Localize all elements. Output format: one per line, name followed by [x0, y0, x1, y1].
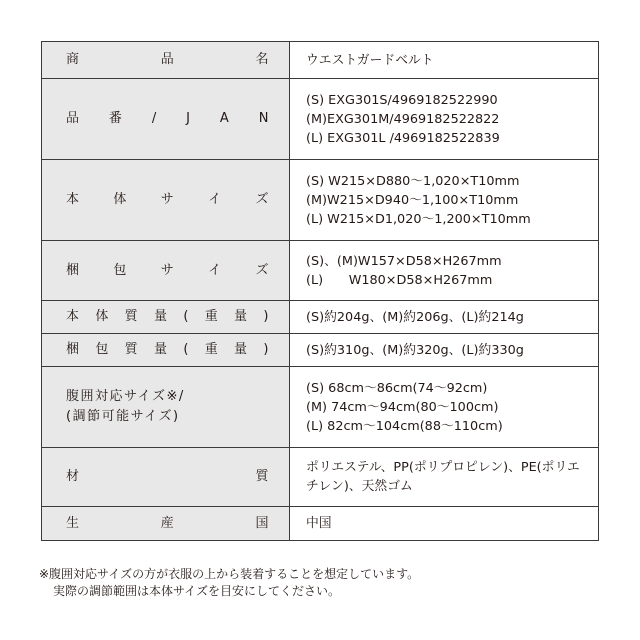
spec-value-line: 中国	[306, 516, 332, 531]
spec-label-char: 品	[160, 52, 175, 67]
spec-label-product-name	[42, 42, 290, 79]
spec-value-line: (S) 68cm～86cm(74～92cm)	[306, 380, 488, 396]
spec-row-body-size	[42, 160, 599, 241]
spec-row-package-weight	[42, 334, 599, 367]
spec-label-char: 包	[113, 262, 127, 278]
spec-value-line: (L) EXG301L /4969182522839	[306, 130, 500, 146]
spec-value-waist-size	[290, 367, 599, 448]
spec-label-char: (	[183, 309, 189, 324]
spec-table	[41, 41, 599, 541]
spec-label-char: サ	[160, 262, 175, 278]
spec-label-line: 腹囲対応サイズ※/	[66, 389, 185, 404]
spec-value-line: (S)約204g、(M)約206g、(L)約214g	[306, 309, 524, 325]
spec-value-line: (M) 74cm～94cm(80～100cm)	[306, 399, 499, 415]
spec-value-line: (L) W215×D1,020～1,200×T10mm	[306, 211, 531, 227]
spec-label-char: 重	[204, 309, 219, 324]
spec-label-char: )	[263, 309, 269, 324]
spec-value-line: (M)W215×D940～1,100×T10mm	[306, 192, 519, 208]
spec-value-line: (M)EXG301M/4969182522822	[306, 111, 500, 127]
spec-label-char: 体	[113, 192, 127, 207]
spec-label-char: 質	[255, 469, 269, 484]
spec-row-waist-size	[42, 367, 599, 448]
spec-label-char: 品	[66, 111, 80, 126]
spec-row-material	[42, 448, 599, 507]
spec-value-package-weight	[290, 334, 599, 367]
spec-label-package-size	[42, 241, 290, 301]
footnote	[39, 566, 609, 600]
spec-label-char: J	[186, 111, 191, 126]
spec-label-char: 量	[153, 342, 168, 357]
spec-label-country	[42, 507, 290, 541]
footnote-line: 実際の調節範囲は本体サイズを目安にしてください。	[53, 584, 341, 598]
spec-value-line: (S)約310g、(M)約320g、(L)約330g	[306, 342, 524, 358]
spec-row-country	[42, 507, 599, 541]
spec-label-body-weight	[42, 301, 290, 334]
spec-label-char: 商	[66, 52, 80, 67]
spec-value-body-weight	[290, 301, 599, 334]
spec-row-product-name	[42, 42, 599, 79]
spec-label-char: イ	[208, 192, 222, 207]
spec-label-char: )	[263, 342, 269, 357]
spec-label-line: (調節可能サイズ)	[66, 409, 180, 424]
spec-value-country	[290, 507, 599, 541]
spec-label-char: 材	[66, 469, 80, 484]
spec-label-body-size	[42, 160, 290, 241]
spec-label-char: 質	[124, 342, 139, 357]
spec-label-char: N	[258, 111, 269, 126]
spec-label-char: サ	[160, 192, 175, 207]
spec-row-body-weight	[42, 301, 599, 334]
spec-value-material	[290, 448, 599, 507]
spec-label-char: 梱	[66, 342, 80, 357]
spec-label-material	[42, 448, 290, 507]
spec-row-package-size	[42, 241, 599, 301]
spec-label-part-number	[42, 79, 290, 160]
spec-value-line: (S) EXG301S/4969182522990	[306, 92, 498, 108]
spec-value-package-size	[290, 241, 599, 301]
spec-label-char: ズ	[255, 262, 269, 278]
spec-label-char: 産	[160, 515, 175, 531]
spec-label-char: 本	[66, 309, 80, 324]
spec-value-line: ウエストガードベルト	[306, 52, 434, 68]
spec-label-char: 生	[66, 515, 80, 531]
footnote-line: ※腹囲対応サイズの方が衣服の上から装着することを想定しています。	[39, 567, 420, 581]
spec-label-char: 重	[204, 342, 219, 357]
spec-label-char: ズ	[255, 192, 269, 207]
spec-label-char: A	[219, 111, 230, 126]
spec-label-char: /	[151, 111, 157, 126]
spec-label-char: 量	[153, 309, 168, 324]
spec-label-char: 番	[108, 111, 123, 126]
spec-label-char: 梱	[66, 262, 80, 278]
spec-label-char: 本	[66, 192, 80, 207]
spec-label-char: 包	[95, 342, 109, 357]
spec-value-body-size	[290, 160, 599, 241]
spec-label-char: 質	[124, 309, 139, 324]
spec-value-part-number	[290, 79, 599, 160]
spec-label-char: 名	[255, 52, 269, 67]
spec-label-char: 体	[95, 309, 109, 324]
spec-value-line: (L) 82cm～104cm(88～110cm)	[306, 418, 503, 434]
spec-label-package-weight	[42, 334, 290, 367]
spec-value-line: (S) W215×D880～1,020×T10mm	[306, 173, 520, 189]
spec-value-product-name	[290, 42, 599, 79]
spec-value-line: (L) W180×D58×H267mm	[306, 272, 493, 288]
spec-value-line: (S)、(M)W157×D58×H267mm	[306, 253, 502, 269]
spec-label-char: 量	[234, 342, 248, 357]
spec-row-part-number	[42, 79, 599, 160]
spec-label-char: 国	[255, 515, 269, 531]
spec-label-char: (	[183, 342, 189, 357]
spec-label-char: 量	[234, 309, 248, 324]
spec-label-waist-size	[42, 367, 290, 448]
spec-value-line: ポリエステル、PP(ポリプロピレン)、PE(ポリエチレン)、天然ゴム	[306, 460, 580, 494]
spec-label-char: イ	[208, 262, 222, 278]
